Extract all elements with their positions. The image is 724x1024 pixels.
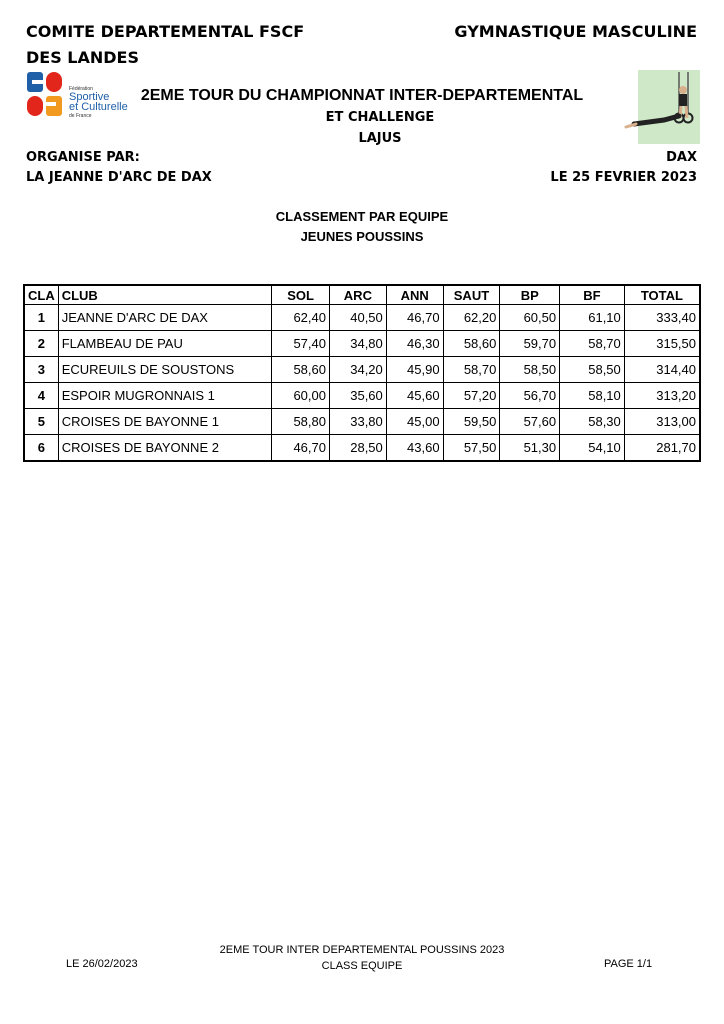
cell-total: 313,20 bbox=[624, 383, 700, 409]
cell-arc: 35,60 bbox=[330, 383, 387, 409]
cell-ann: 45,00 bbox=[386, 409, 443, 435]
event-subtitle-1: ET CHALLENGE bbox=[325, 110, 435, 125]
cell-rank: 3 bbox=[24, 357, 58, 383]
logo-text-france: de France bbox=[69, 113, 92, 119]
cell-club: ESPOIR MUGRONNAIS 1 bbox=[58, 383, 272, 409]
cell-saut: 58,70 bbox=[443, 357, 500, 383]
cell-bf: 58,50 bbox=[560, 357, 625, 383]
cell-arc: 34,20 bbox=[330, 357, 387, 383]
header-total: TOTAL bbox=[624, 285, 700, 305]
table-row bbox=[24, 409, 700, 435]
cell-arc: 40,50 bbox=[330, 305, 387, 331]
cell-total: 333,40 bbox=[624, 305, 700, 331]
gymnast-icon bbox=[624, 70, 700, 144]
cell-ann: 45,60 bbox=[386, 383, 443, 409]
cell-arc: 28,50 bbox=[330, 435, 387, 462]
cell-sol: 57,40 bbox=[272, 331, 330, 357]
table-header-row bbox=[24, 285, 700, 305]
table-row bbox=[24, 357, 700, 383]
cell-saut: 57,50 bbox=[443, 435, 500, 462]
event-date: LE 25 FEVRIER 2023 bbox=[550, 170, 697, 185]
header-club: CLUB bbox=[58, 285, 272, 305]
logo-text-federation: Fédération bbox=[69, 86, 93, 92]
classement-title: CLASSEMENT PAR EQUIPE bbox=[275, 209, 449, 224]
cell-arc: 33,80 bbox=[330, 409, 387, 435]
cell-club: CROISES DE BAYONNE 2 bbox=[58, 435, 272, 462]
footer-page-number: PAGE 1/1 bbox=[604, 958, 653, 970]
cell-sol: 62,40 bbox=[272, 305, 330, 331]
cell-total: 315,50 bbox=[624, 331, 700, 357]
committee-line-2: DES LANDES bbox=[26, 48, 140, 67]
organizer-label: ORGANISE PAR: bbox=[26, 150, 140, 165]
header-cla: CLA bbox=[24, 285, 58, 305]
committee-line-1: COMITE DEPARTEMENTAL FSCF bbox=[26, 22, 305, 41]
footer-event-line: 2EME TOUR INTER DEPARTEMENTAL POUSSINS 2023 bbox=[219, 944, 505, 956]
header-saut: SAUT bbox=[443, 285, 500, 305]
cell-ann: 45,90 bbox=[386, 357, 443, 383]
footer-print-date: LE 26/02/2023 bbox=[66, 958, 138, 970]
event-subtitle-2: LAJUS bbox=[358, 131, 402, 146]
cell-arc: 34,80 bbox=[330, 331, 387, 357]
cell-bp: 56,70 bbox=[500, 383, 560, 409]
cell-club: ECUREUILS DE SOUSTONS bbox=[58, 357, 272, 383]
organizer-block bbox=[26, 148, 212, 188]
header-bp: BP bbox=[500, 285, 560, 305]
cell-bf: 61,10 bbox=[560, 305, 625, 331]
cell-rank: 2 bbox=[24, 331, 58, 357]
cell-rank: 4 bbox=[24, 383, 58, 409]
header-bf: BF bbox=[560, 285, 625, 305]
organizer-name: LA JEANNE D'ARC DE DAX bbox=[26, 170, 212, 185]
cell-sol: 58,60 bbox=[272, 357, 330, 383]
header-arc: ARC bbox=[330, 285, 387, 305]
cell-total: 313,00 bbox=[624, 409, 700, 435]
cell-saut: 62,20 bbox=[443, 305, 500, 331]
cell-club: CROISES DE BAYONNE 1 bbox=[58, 409, 272, 435]
cell-saut: 57,20 bbox=[443, 383, 500, 409]
team-ranking-table bbox=[23, 284, 701, 462]
table-row bbox=[24, 305, 700, 331]
cell-total: 314,40 bbox=[624, 357, 700, 383]
cell-bf: 58,10 bbox=[560, 383, 625, 409]
cell-ann: 43,60 bbox=[386, 435, 443, 462]
event-city: DAX bbox=[666, 150, 697, 165]
cell-saut: 59,50 bbox=[443, 409, 500, 435]
cell-bp: 59,70 bbox=[500, 331, 560, 357]
classement-heading bbox=[0, 207, 724, 247]
cell-club: JEANNE D'ARC DE DAX bbox=[58, 305, 272, 331]
location-block bbox=[550, 148, 697, 188]
cell-club: FLAMBEAU DE PAU bbox=[58, 331, 272, 357]
cell-bf: 54,10 bbox=[560, 435, 625, 462]
footer-class-line: CLASS EQUIPE bbox=[321, 960, 403, 972]
cell-bp: 51,30 bbox=[500, 435, 560, 462]
cell-total: 281,70 bbox=[624, 435, 700, 462]
cell-bp: 58,50 bbox=[500, 357, 560, 383]
table-row bbox=[24, 435, 700, 462]
logo-text-sportive: Sportive bbox=[69, 91, 110, 103]
header-sol: SOL bbox=[272, 285, 330, 305]
cell-saut: 58,60 bbox=[443, 331, 500, 357]
cell-rank: 6 bbox=[24, 435, 58, 462]
logo-text-culturelle: et Culturelle bbox=[69, 101, 128, 113]
cell-ann: 46,30 bbox=[386, 331, 443, 357]
cell-bf: 58,70 bbox=[560, 331, 625, 357]
discipline-title: GYMNASTIQUE MASCULINE bbox=[454, 22, 697, 41]
cell-sol: 58,80 bbox=[272, 409, 330, 435]
table-row bbox=[24, 331, 700, 357]
cell-sol: 46,70 bbox=[272, 435, 330, 462]
cell-bp: 60,50 bbox=[500, 305, 560, 331]
cell-ann: 46,70 bbox=[386, 305, 443, 331]
cell-bf: 58,30 bbox=[560, 409, 625, 435]
cell-rank: 1 bbox=[24, 305, 58, 331]
committee-name bbox=[26, 19, 304, 71]
gymnast-rings-image bbox=[624, 70, 700, 144]
classement-category: JEUNES POUSSINS bbox=[300, 229, 424, 244]
cell-sol: 60,00 bbox=[272, 383, 330, 409]
header-ann: ANN bbox=[386, 285, 443, 305]
cell-bp: 57,60 bbox=[500, 409, 560, 435]
event-title: 2EME TOUR DU CHAMPIONNAT INTER-DEPARTEMENTAL bbox=[140, 87, 584, 104]
table-row bbox=[24, 383, 700, 409]
cell-rank: 5 bbox=[24, 409, 58, 435]
